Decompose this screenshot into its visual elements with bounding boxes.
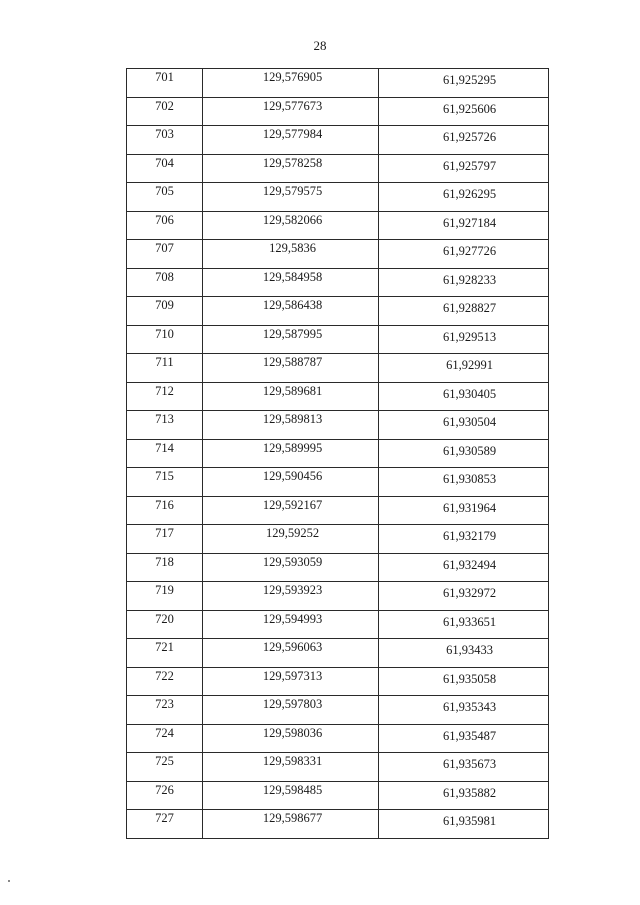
latitude-cell-text: 61,93433	[446, 643, 493, 657]
latitude-cell-text: 61,930405	[442, 386, 497, 401]
latitude-cell-text: 61,935343	[442, 700, 497, 714]
table-row	[127, 553, 549, 582]
point-number-cell	[127, 382, 203, 411]
point-number-cell-text: 712	[155, 383, 174, 398]
longitude-cell	[203, 582, 379, 611]
longitude-cell	[203, 781, 379, 810]
point-number-cell-text: 719	[155, 583, 174, 597]
longitude-cell-text: 129,586438	[262, 298, 323, 312]
longitude-cell-text: 129,5836	[269, 241, 316, 255]
latitude-cell	[379, 154, 549, 183]
point-number-cell-text: 713	[155, 412, 174, 426]
point-number-cell	[127, 126, 203, 155]
longitude-cell-text: 129,584958	[262, 269, 323, 284]
latitude-cell	[379, 525, 549, 554]
latitude-cell	[379, 268, 549, 297]
latitude-cell-text: 61,925295	[442, 73, 497, 87]
table-row	[127, 69, 549, 98]
longitude-cell	[203, 297, 379, 326]
longitude-cell	[203, 240, 379, 269]
point-number-cell-text: 716	[155, 497, 174, 512]
latitude-cell	[379, 639, 549, 668]
latitude-cell	[379, 354, 549, 383]
point-number-cell-text: 723	[155, 697, 174, 711]
longitude-cell	[203, 639, 379, 668]
longitude-cell-text: 129,597313	[262, 668, 323, 683]
longitude-cell-text: 129,598677	[262, 811, 323, 825]
point-number-cell-text: 704	[155, 155, 174, 170]
point-number-cell-text: 722	[155, 668, 174, 683]
longitude-cell	[203, 439, 379, 468]
longitude-cell	[203, 553, 379, 582]
point-number-cell	[127, 810, 203, 839]
table-row	[127, 610, 549, 639]
point-number-cell	[127, 582, 203, 611]
latitude-cell	[379, 781, 549, 810]
latitude-cell	[379, 69, 549, 98]
point-number-cell	[127, 240, 203, 269]
longitude-cell	[203, 97, 379, 126]
longitude-cell-text: 129,589995	[262, 440, 323, 455]
point-number-cell	[127, 753, 203, 782]
coordinates-table-body	[127, 69, 549, 839]
point-number-cell	[127, 268, 203, 297]
longitude-cell	[203, 468, 379, 497]
table-row	[127, 325, 549, 354]
latitude-cell-text: 61,925606	[442, 101, 497, 116]
table-row	[127, 211, 549, 240]
longitude-cell	[203, 211, 379, 240]
longitude-cell	[203, 154, 379, 183]
scan-speck	[8, 880, 10, 882]
table-row	[127, 696, 549, 725]
point-number-cell-text: 709	[155, 298, 174, 312]
table-row	[127, 582, 549, 611]
point-number-cell	[127, 724, 203, 753]
latitude-cell-text: 61,927726	[442, 244, 497, 258]
point-number-cell-text: 725	[155, 754, 174, 768]
point-number-cell-text: 721	[155, 640, 174, 654]
latitude-cell-text: 61,932972	[442, 586, 497, 600]
longitude-cell-text: 129,577984	[262, 127, 323, 141]
latitude-cell-text: 61,935673	[442, 757, 497, 771]
table-row	[127, 183, 549, 212]
longitude-cell-text: 129,577673	[262, 98, 323, 113]
table-row	[127, 724, 549, 753]
latitude-cell	[379, 582, 549, 611]
point-number-cell	[127, 553, 203, 582]
latitude-cell	[379, 325, 549, 354]
table-row	[127, 639, 549, 668]
point-number-cell-text: 702	[155, 98, 174, 113]
latitude-cell	[379, 97, 549, 126]
longitude-cell-text: 129,592167	[262, 497, 323, 512]
point-number-cell	[127, 781, 203, 810]
latitude-cell	[379, 211, 549, 240]
latitude-cell-text: 61,926295	[442, 187, 497, 201]
point-number-cell	[127, 154, 203, 183]
point-number-cell-text: 717	[155, 526, 174, 540]
point-number-cell	[127, 468, 203, 497]
point-number-cell-text: 726	[155, 782, 174, 797]
point-number-cell	[127, 525, 203, 554]
point-number-cell	[127, 667, 203, 696]
latitude-cell-text: 61,92991	[446, 358, 493, 372]
table-row	[127, 382, 549, 411]
longitude-cell-text: 129,579575	[262, 184, 323, 198]
point-number-cell-text: 718	[155, 554, 174, 569]
latitude-cell-text: 61,930504	[442, 415, 497, 429]
latitude-cell-text: 61,935981	[442, 814, 497, 828]
point-number-cell-text: 703	[155, 127, 174, 141]
longitude-cell	[203, 411, 379, 440]
point-number-cell	[127, 439, 203, 468]
longitude-cell	[203, 69, 379, 98]
latitude-cell	[379, 297, 549, 326]
point-number-cell	[127, 69, 203, 98]
point-number-cell	[127, 211, 203, 240]
latitude-cell	[379, 126, 549, 155]
longitude-cell-text: 129,593923	[262, 583, 323, 597]
point-number-cell-text: 711	[155, 355, 174, 369]
table-row	[127, 126, 549, 155]
longitude-cell	[203, 268, 379, 297]
latitude-cell-text: 61,928233	[442, 272, 497, 287]
latitude-cell-text: 61,925726	[442, 130, 497, 144]
latitude-cell-text: 61,929513	[442, 329, 497, 344]
longitude-cell	[203, 753, 379, 782]
longitude-cell	[203, 810, 379, 839]
longitude-cell	[203, 382, 379, 411]
latitude-cell	[379, 240, 549, 269]
table-row	[127, 97, 549, 126]
latitude-cell-text: 61,935058	[442, 671, 497, 686]
table-row	[127, 468, 549, 497]
longitude-cell-text: 129,597803	[262, 697, 323, 711]
table-row	[127, 439, 549, 468]
longitude-cell-text: 129,589681	[262, 383, 323, 398]
latitude-cell	[379, 553, 549, 582]
table-row	[127, 496, 549, 525]
point-number-cell-text: 710	[155, 326, 174, 341]
latitude-cell	[379, 724, 549, 753]
longitude-cell	[203, 525, 379, 554]
longitude-cell	[203, 667, 379, 696]
latitude-cell-text: 61,932179	[442, 529, 497, 543]
longitude-cell	[203, 696, 379, 725]
point-number-cell	[127, 183, 203, 212]
table-row	[127, 240, 549, 269]
latitude-cell-text: 61,932494	[442, 557, 497, 572]
longitude-cell	[203, 354, 379, 383]
point-number-cell	[127, 696, 203, 725]
table-row	[127, 810, 549, 839]
point-number-cell-text: 707	[155, 241, 174, 255]
longitude-cell-text: 129,593059	[262, 554, 323, 569]
latitude-cell	[379, 183, 549, 212]
table-row	[127, 753, 549, 782]
longitude-cell-text: 129,582066	[262, 212, 323, 227]
coordinates-table	[126, 68, 549, 839]
longitude-cell-text: 129,589813	[262, 412, 323, 426]
latitude-cell	[379, 496, 549, 525]
point-number-cell-text: 720	[155, 611, 174, 626]
longitude-cell-text: 129,598331	[262, 754, 323, 768]
point-number-cell-text: 714	[155, 440, 174, 455]
latitude-cell-text: 61,935487	[442, 728, 497, 743]
latitude-cell-text: 61,931964	[442, 500, 497, 515]
longitude-cell	[203, 183, 379, 212]
point-number-cell-text: 706	[155, 212, 174, 227]
point-number-cell	[127, 97, 203, 126]
longitude-cell-text: 129,588787	[262, 355, 323, 369]
point-number-cell	[127, 325, 203, 354]
longitude-cell-text: 129,594993	[262, 611, 323, 626]
latitude-cell-text: 61,927184	[442, 215, 497, 230]
latitude-cell-text: 61,933651	[442, 614, 497, 629]
longitude-cell-text: 129,598485	[262, 782, 323, 797]
table-row	[127, 297, 549, 326]
point-number-cell	[127, 639, 203, 668]
longitude-cell	[203, 325, 379, 354]
longitude-cell-text: 129,598036	[262, 725, 323, 740]
table-row	[127, 154, 549, 183]
point-number-cell-text: 708	[155, 269, 174, 284]
table-row	[127, 781, 549, 810]
latitude-cell	[379, 411, 549, 440]
latitude-cell-text: 61,930853	[442, 472, 497, 486]
latitude-cell-text: 61,930589	[442, 443, 497, 458]
longitude-cell-text: 129,587995	[262, 326, 323, 341]
latitude-cell-text: 61,928827	[442, 301, 497, 315]
latitude-cell	[379, 696, 549, 725]
latitude-cell	[379, 439, 549, 468]
latitude-cell	[379, 610, 549, 639]
point-number-cell	[127, 297, 203, 326]
point-number-cell-text: 724	[155, 725, 174, 740]
longitude-cell	[203, 496, 379, 525]
table-row	[127, 525, 549, 554]
latitude-cell-text: 61,925797	[442, 158, 497, 173]
longitude-cell	[203, 610, 379, 639]
longitude-cell-text: 129,578258	[262, 155, 323, 170]
point-number-cell	[127, 411, 203, 440]
table-row	[127, 667, 549, 696]
table-row	[127, 268, 549, 297]
latitude-cell	[379, 667, 549, 696]
latitude-cell	[379, 382, 549, 411]
point-number-cell	[127, 354, 203, 383]
table-row	[127, 354, 549, 383]
longitude-cell	[203, 724, 379, 753]
point-number-cell-text: 705	[155, 184, 174, 198]
latitude-cell-text: 61,935882	[442, 785, 497, 800]
latitude-cell	[379, 468, 549, 497]
longitude-cell-text: 129,59252	[265, 526, 320, 540]
longitude-cell-text: 129,596063	[262, 640, 323, 654]
longitude-cell	[203, 126, 379, 155]
point-number-cell-text: 727	[155, 811, 174, 825]
point-number-cell	[127, 610, 203, 639]
point-number-cell-text: 701	[155, 70, 174, 84]
point-number-cell	[127, 496, 203, 525]
longitude-cell-text: 129,576905	[262, 70, 323, 84]
longitude-cell-text: 129,590456	[262, 469, 323, 483]
page-number: 28	[313, 38, 327, 53]
table-row	[127, 411, 549, 440]
latitude-cell	[379, 753, 549, 782]
latitude-cell	[379, 810, 549, 839]
point-number-cell-text: 715	[155, 469, 174, 483]
